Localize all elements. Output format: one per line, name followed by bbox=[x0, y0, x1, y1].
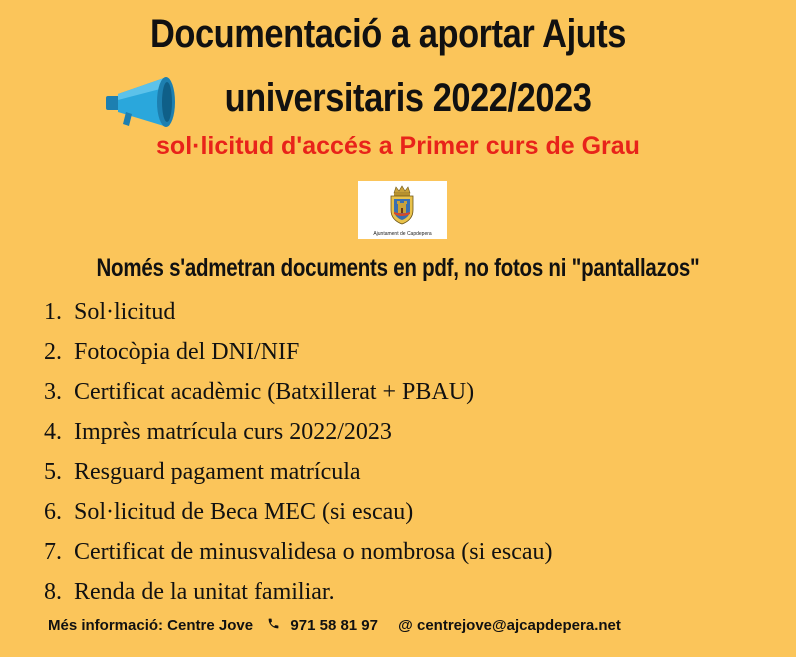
item-label: Resguard pagament matrícula bbox=[74, 459, 361, 485]
item-number: 2. bbox=[44, 339, 62, 365]
phone-number[interactable]: 971 58 81 97 bbox=[290, 617, 378, 634]
item-label: Renda de la unitat familiar. bbox=[74, 579, 335, 605]
contact-footer bbox=[48, 617, 621, 634]
subtitle: sol·licitud d'accés a Primer curs de Grau bbox=[156, 132, 640, 160]
email-link[interactable]: centrejove@ajcapdepera.net bbox=[416, 617, 621, 634]
list-item bbox=[44, 452, 553, 492]
coat-of-arms-icon bbox=[385, 184, 419, 226]
item-label: Fotocòpia del DNI/NIF bbox=[74, 339, 300, 365]
item-number: 3. bbox=[44, 379, 62, 405]
list-item bbox=[44, 532, 553, 572]
item-label: Sol·licitud de Beca MEC (si escau) bbox=[74, 499, 414, 525]
item-number: 8. bbox=[44, 579, 62, 605]
at-symbol: @ bbox=[398, 617, 413, 634]
item-number: 7. bbox=[44, 539, 62, 565]
info-label: Més informació: Centre Jove bbox=[48, 617, 254, 634]
municipal-logo bbox=[358, 181, 447, 239]
item-label: Sol·licitud bbox=[74, 299, 176, 325]
phone-icon bbox=[267, 617, 280, 634]
item-number: 6. bbox=[44, 499, 62, 525]
list-item bbox=[44, 332, 553, 372]
logo-caption: Ajuntament de Capdepera bbox=[373, 231, 432, 237]
item-label: Certificat de minusvalidesa o nombrosa (si escau) bbox=[74, 539, 553, 565]
list-item bbox=[44, 372, 553, 412]
list-item bbox=[44, 572, 553, 612]
title-line-2: universitaris 2022/2023 bbox=[224, 76, 592, 120]
documents-list bbox=[44, 292, 553, 612]
item-label: Certificat acadèmic (Batxillerat + PBAU) bbox=[74, 379, 475, 405]
item-number: 4. bbox=[44, 419, 62, 445]
list-item bbox=[44, 292, 553, 332]
item-number: 5. bbox=[44, 459, 62, 485]
item-number: 1. bbox=[44, 299, 62, 325]
list-item bbox=[44, 412, 553, 452]
format-notice: Només s'admetran documents en pdf, no fotos ni "pantallazos" bbox=[96, 254, 700, 282]
list-item bbox=[44, 492, 553, 532]
title-line-1: Documentació a aportar Ajuts bbox=[149, 12, 627, 56]
item-label: Imprès matrícula curs 2022/2023 bbox=[74, 419, 392, 445]
